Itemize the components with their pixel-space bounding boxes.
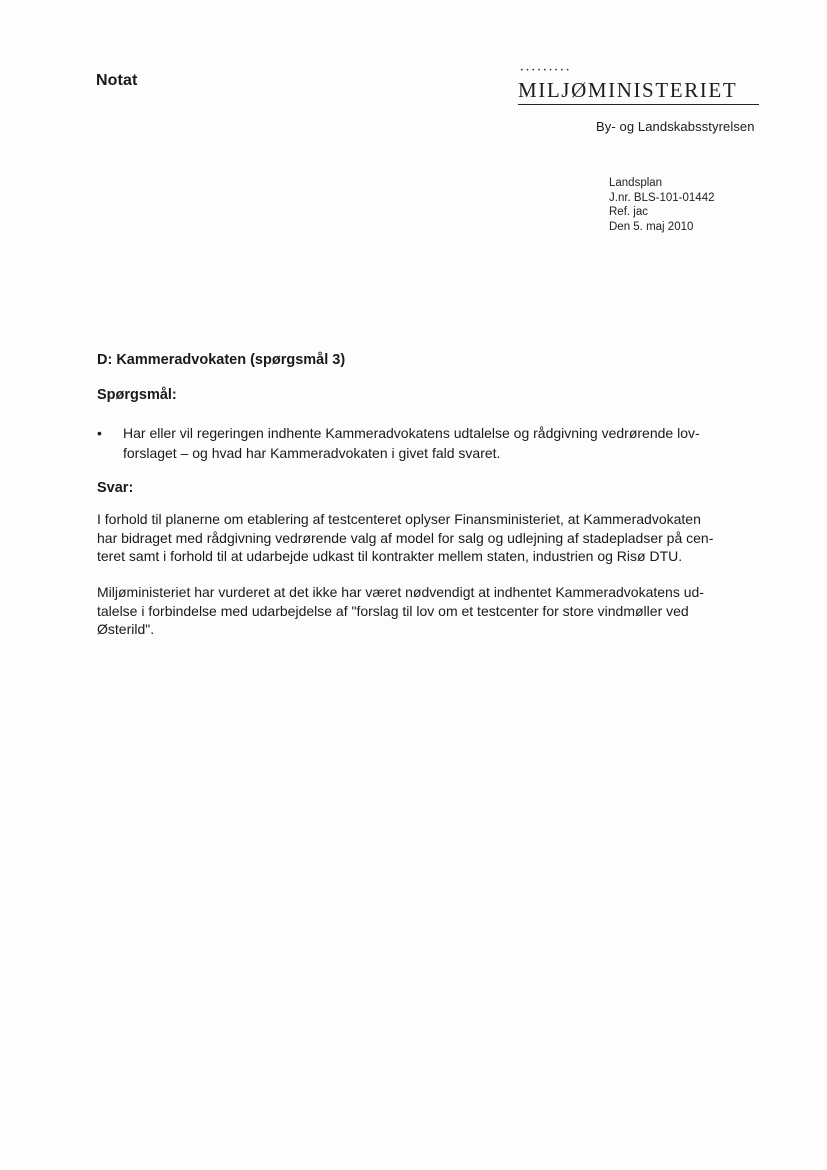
agency-name: By- og Landskabsstyrelsen [596,119,755,134]
ministry-logo-dots: ••••••••• [520,67,572,74]
meta-journal-number: J.nr. BLS-101-01442 [609,191,715,204]
bullet-marker: • [97,425,102,441]
meta-unit: Landsplan [609,177,663,189]
answer-line: teret samt i forhold til at udarbejde udkast til kontrakter mellem staten, industrien og Risø DTU. [97,548,683,564]
question-label: Spørgsmål: [97,387,177,403]
answer-line: I forhold til planerne om etablering af testcenteret oplyser Finansministeriet, at Kammeradvokaten [97,511,701,527]
meta-date: Den 5. maj 2010 [609,220,694,233]
answer-line: talelse i forbindelse med udarbejdelse af "forslag til lov om et testcenter for store vindmøller ved [97,602,689,619]
answer-line: har bidraget med rådgivning vedrørende valg af model for salg og udlejning af stadepladser på cen- [97,529,714,546]
answer-paragraph-2 [97,583,777,639]
answer-line: Østerild". [97,621,155,637]
meta-reference: Ref. jac [609,206,648,218]
ministry-logo-rule [518,104,759,105]
question-line: Har eller vil regeringen indhente Kammeradvokatens udtalelse og rådgivning vedrørende lov- [123,425,700,441]
question-text [123,423,767,463]
answer-paragraph-1 [97,510,777,566]
question-line: forslaget – og hvad har Kammeradvokaten i givet fald svaret. [123,445,501,461]
section-heading: D: Kammeradvokaten (spørgsmål 3) [97,352,346,368]
answer-line: Miljøministeriet har vurderet at det ikke har været nødvendigt at indhentet Kammeradvokatens ud- [97,584,704,600]
ministry-logo: MILJØMINISTERIET [518,78,738,102]
document-type: Notat [96,72,138,89]
answer-label: Svar: [97,480,134,496]
question-bullet-item [97,423,767,463]
document-metadata [609,176,715,234]
